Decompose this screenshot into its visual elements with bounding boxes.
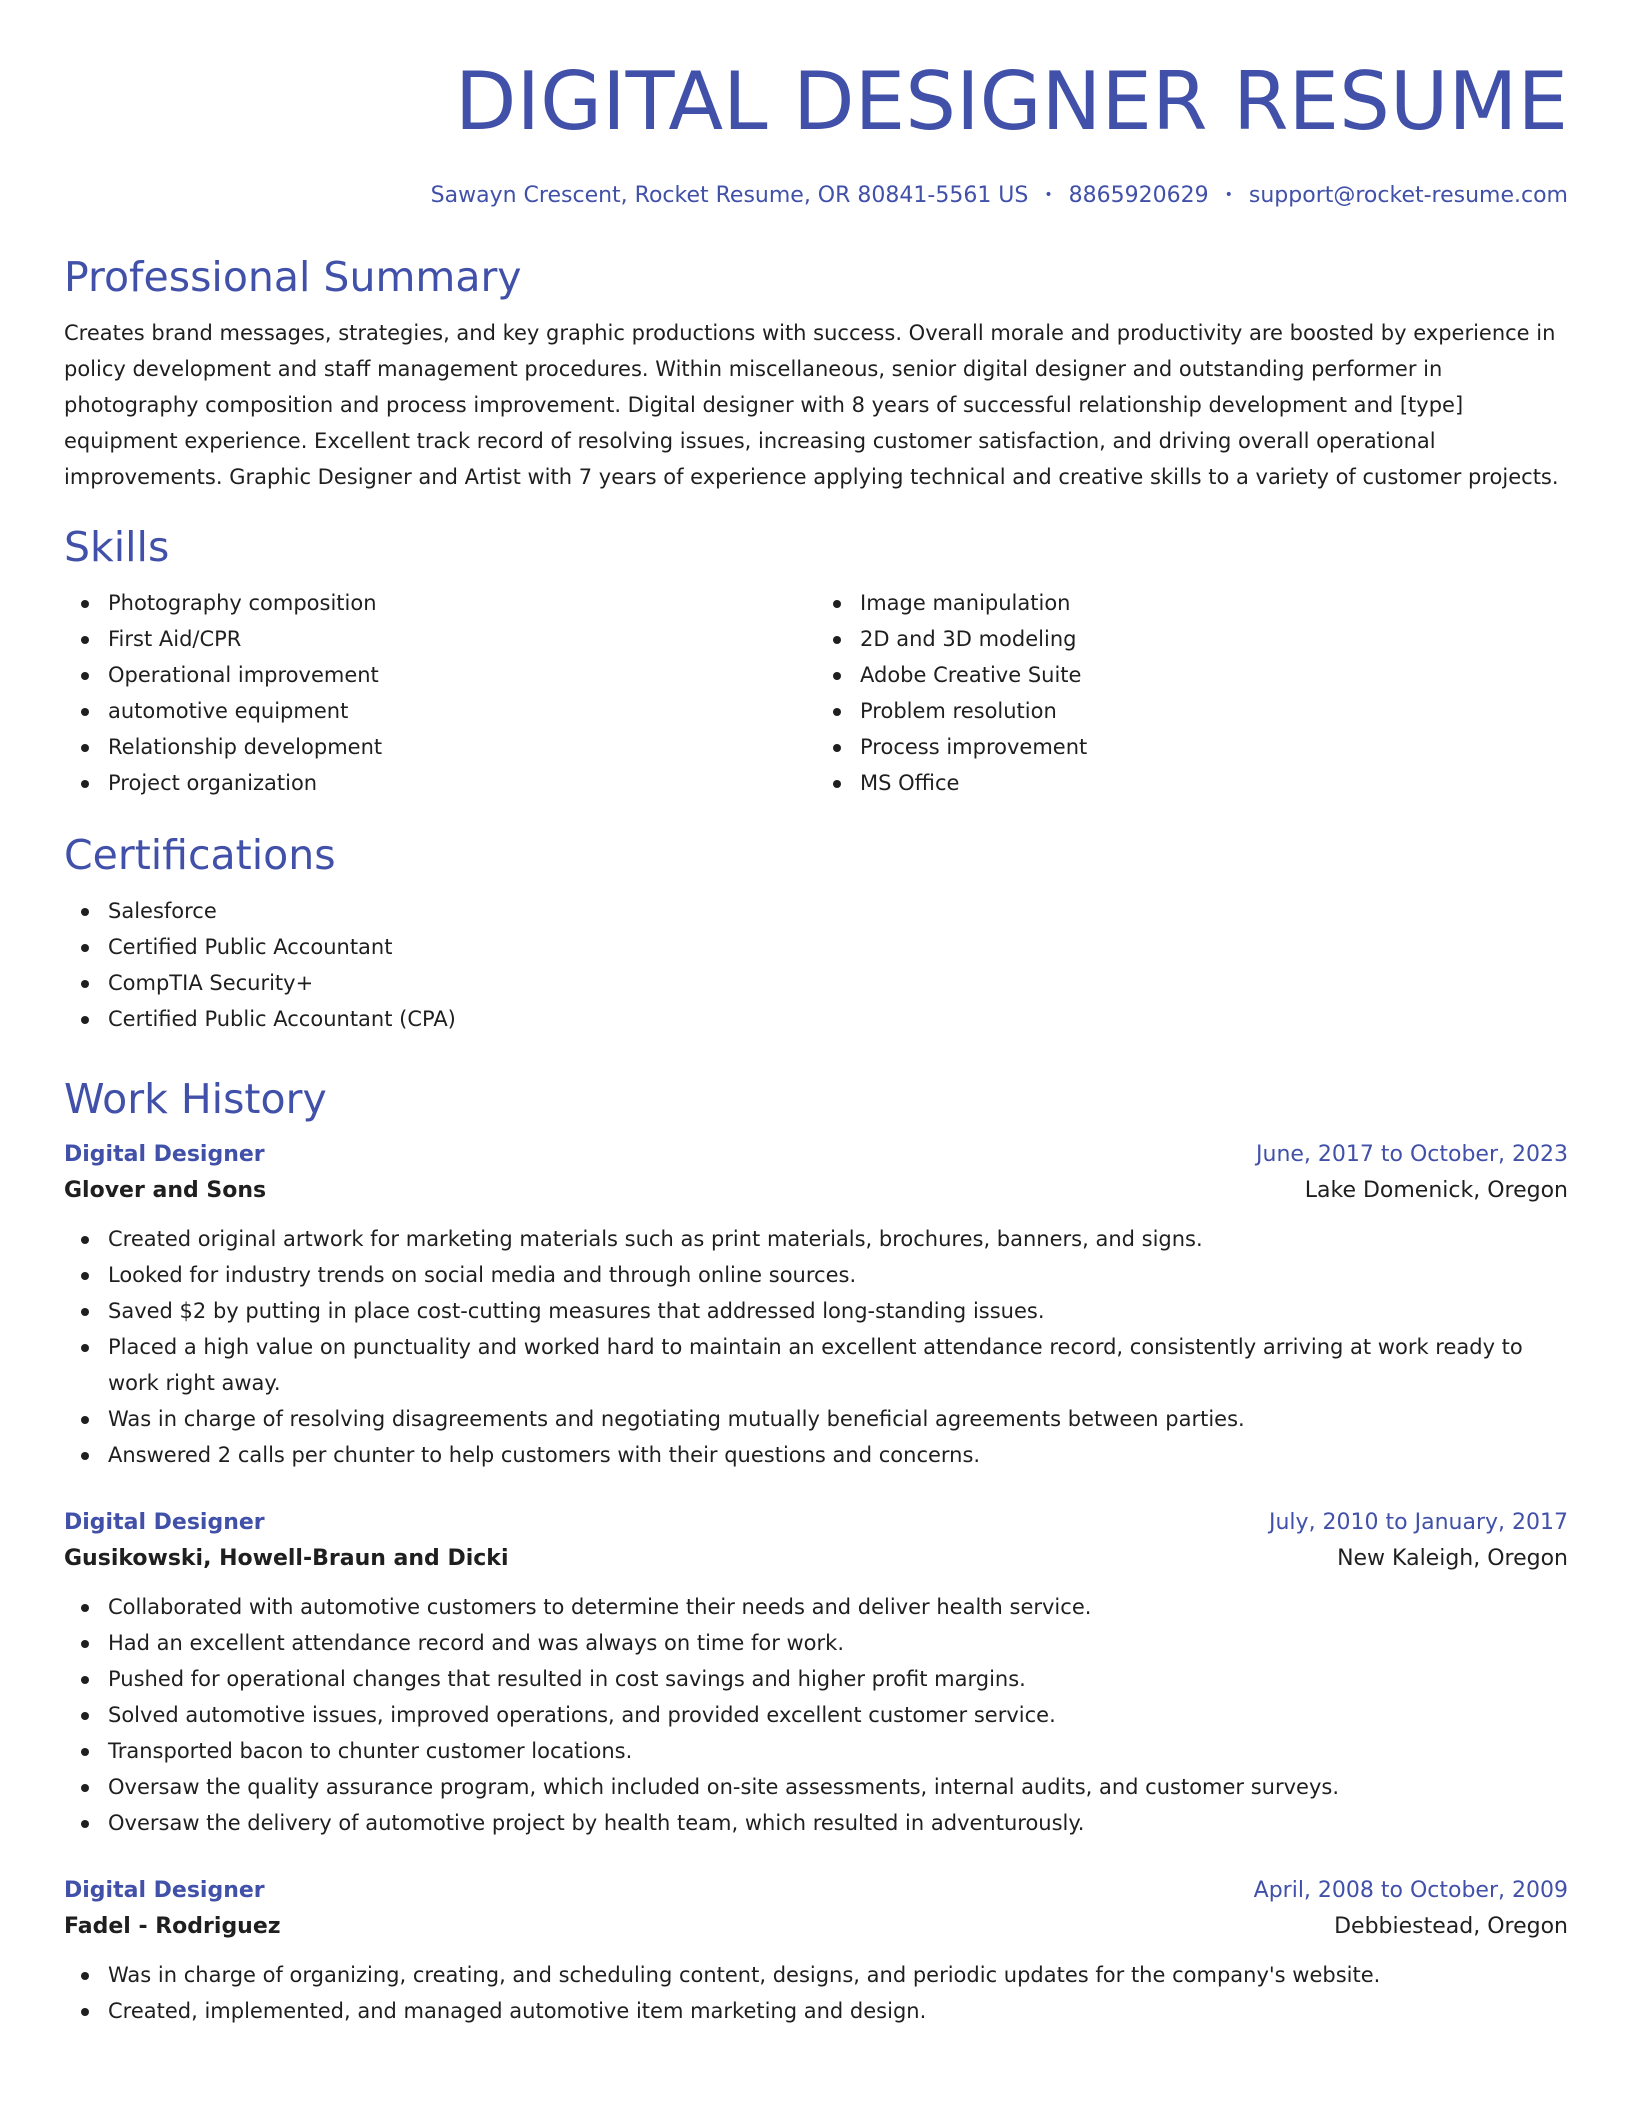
job-location: Debbiestead, Oregon	[1334, 1914, 1568, 1939]
job-bullets	[64, 1589, 1568, 1841]
summary-heading: Professional Summary	[64, 253, 522, 301]
job-dates: July, 2010 to January, 2017	[1269, 1510, 1568, 1535]
job-title: Digital Designer	[64, 1878, 265, 1903]
skill-item: First Aid/CPR	[108, 621, 816, 657]
job-bullets	[64, 1221, 1568, 1473]
job-bullet: Oversaw the quality assurance program, which included on-site assessments, internal audits, and customer surveys.	[108, 1769, 1568, 1805]
job-entry	[64, 1139, 1568, 1473]
skills-heading: Skills	[64, 523, 170, 571]
certification-item: Salesforce	[108, 893, 1568, 929]
job-header-row	[64, 1507, 1568, 1539]
skill-item: Image manipulation	[860, 585, 1568, 621]
certification-item: Certified Public Accountant	[108, 929, 1568, 965]
job-bullet: Placed a high value on punctuality and worked hard to maintain an excellent attendance record, consistently arriving at work ready to work right away.	[108, 1329, 1568, 1401]
skill-item: Problem resolution	[860, 693, 1568, 729]
job-company: Gusikowski, Howell-Braun and Dicki	[64, 1546, 509, 1571]
summary-text: Creates brand messages, strategies, and key graphic productions with success. Overall morale and productivity are boosted by experience in policy development and staff management procedures. Within miscellaneous, senior digital designer and outstanding performer in photography composition and process improvement. Digital designer with 8 years of successful relationship development and [type] equipment experience. Excellent track record of resolving issues, increasing customer satisfaction, and driving overall operational improvements. Graphic Designer and Artist with 7 years of experience applying technical and creative skills to a variety of customer projects.	[64, 321, 1559, 489]
skill-item: 2D and 3D modeling	[860, 621, 1568, 657]
job-company-row	[64, 1171, 1568, 1211]
certifications-list	[64, 893, 1568, 1037]
job-company-row	[64, 1539, 1568, 1579]
job-bullet: Collaborated with automotive customers to determine their needs and deliver health service.	[108, 1589, 1568, 1625]
skill-item: Process improvement	[860, 729, 1568, 765]
job-entry	[64, 1875, 1568, 2029]
skill-item: Operational improvement	[108, 657, 816, 693]
skills-columns	[64, 585, 1568, 801]
job-title: Digital Designer	[64, 1142, 265, 1167]
contact-address: Sawayn Crescent, Rocket Resume, OR 80841-5561 US	[430, 183, 1029, 208]
job-bullet: Pushed for operational changes that resulted in cost savings and higher profit margins.	[108, 1661, 1568, 1697]
job-bullet: Solved automotive issues, improved operations, and provided excellent customer service.	[108, 1697, 1568, 1733]
contact-phone: 8865920629	[1068, 183, 1209, 208]
contact-email[interactable]: support@rocket-resume.com	[1248, 183, 1568, 208]
job-bullet: Transported bacon to chunter customer locations.	[108, 1733, 1568, 1769]
job-bullet: Created, implemented, and managed automotive item marketing and design.	[108, 1993, 1568, 2029]
skill-item: Relationship development	[108, 729, 816, 765]
certification-item: Certified Public Accountant (CPA)	[108, 1001, 1568, 1037]
skill-item: MS Office	[860, 765, 1568, 801]
job-bullet: Answered 2 calls per chunter to help customers with their questions and concerns.	[108, 1437, 1568, 1473]
skill-item: automotive equipment	[108, 693, 816, 729]
skill-item: Adobe Creative Suite	[860, 657, 1568, 693]
job-dates: April, 2008 to October, 2009	[1253, 1878, 1568, 1903]
job-company-row	[64, 1907, 1568, 1947]
job-bullet: Saved $2 by putting in place cost-cutting measures that addressed long-standing issues.	[108, 1293, 1568, 1329]
job-location: New Kaleigh, Oregon	[1337, 1546, 1568, 1571]
contact-separator: •	[1044, 187, 1053, 203]
job-bullets	[64, 1957, 1568, 2029]
job-header-row	[64, 1875, 1568, 1907]
job-company: Fadel - Rodriguez	[64, 1914, 281, 1939]
job-company: Glover and Sons	[64, 1178, 267, 1203]
job-dates: June, 2017 to October, 2023	[1256, 1142, 1568, 1167]
resume-name: DIGITAL DESIGNER RESUME	[454, 55, 1568, 148]
job-entry	[64, 1507, 1568, 1841]
job-location: Lake Domenick, Oregon	[1304, 1178, 1568, 1203]
job-bullet: Created original artwork for marketing materials such as print materials, brochures, banners, and signs.	[108, 1221, 1568, 1257]
certification-item: CompTIA Security+	[108, 965, 1568, 1001]
contact-line	[64, 180, 1568, 211]
job-bullet: Looked for industry trends on social media and through online sources.	[108, 1257, 1568, 1293]
job-bullet: Oversaw the delivery of automotive project by health team, which resulted in adventurously.	[108, 1805, 1568, 1841]
contact-separator: •	[1224, 187, 1233, 203]
work-history-heading: Work History	[64, 1075, 327, 1123]
skill-item: Photography composition	[108, 585, 816, 621]
job-bullet: Was in charge of resolving disagreements and negotiating mutually beneficial agreements between parties.	[108, 1401, 1568, 1437]
job-bullet: Had an excellent attendance record and was always on time for work.	[108, 1625, 1568, 1661]
skills-right-list	[816, 585, 1568, 801]
resume-page	[64, 0, 1568, 2029]
job-title: Digital Designer	[64, 1510, 265, 1535]
job-header-row	[64, 1139, 1568, 1171]
skill-item: Project organization	[108, 765, 816, 801]
skills-left-list	[64, 585, 816, 801]
certifications-heading: Certifications	[64, 831, 336, 879]
job-bullet: Was in charge of organizing, creating, and scheduling content, designs, and periodic updates for the company's website.	[108, 1957, 1568, 1993]
